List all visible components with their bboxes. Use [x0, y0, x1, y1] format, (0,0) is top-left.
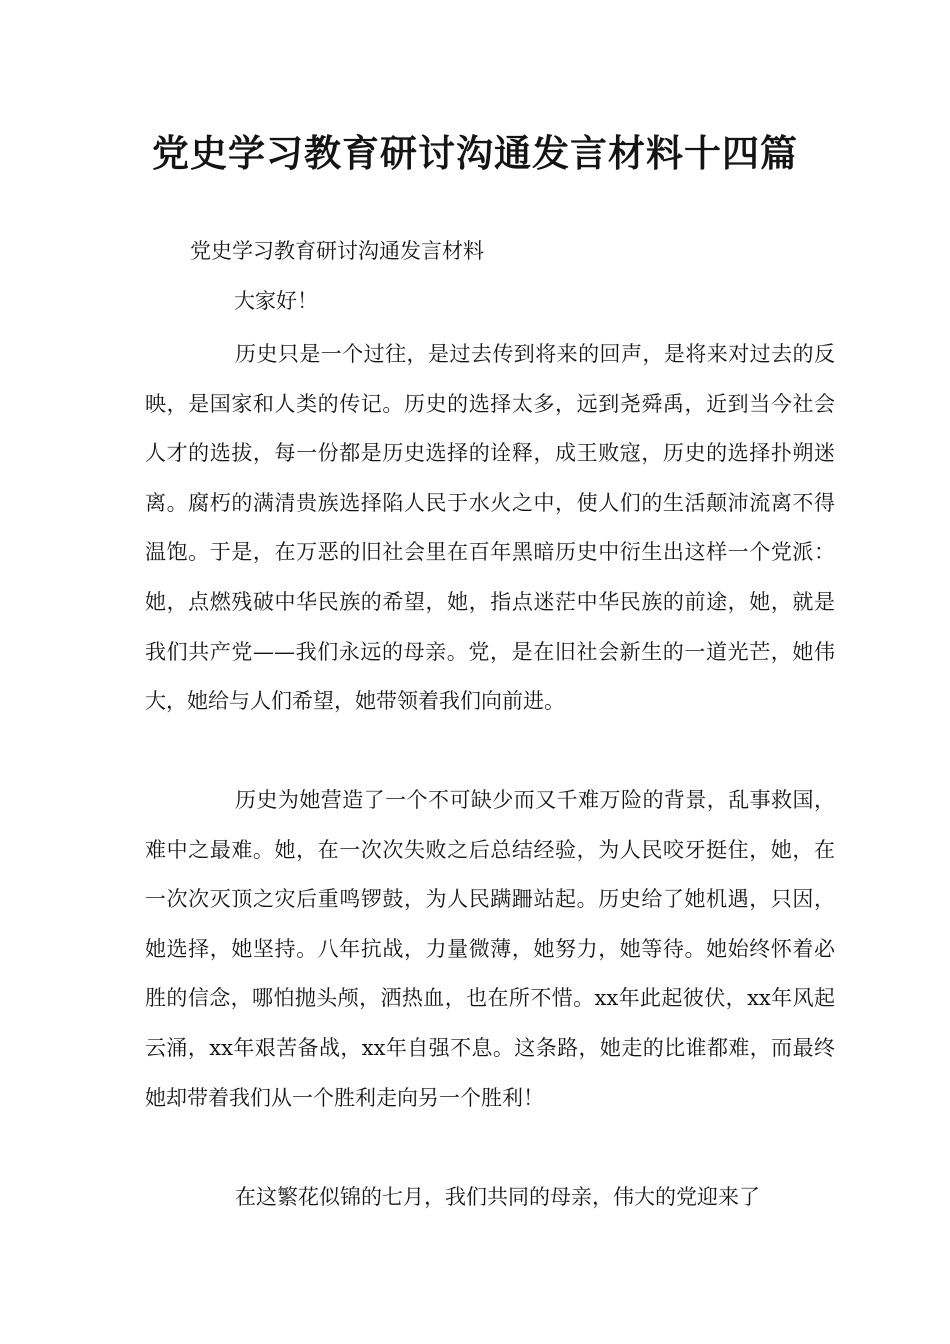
- paragraph-3: 在这繁花似锦的七月，我们共同的母亲，伟大的党迎来了: [235, 1185, 760, 1209]
- greeting-line: 大家好！: [234, 289, 318, 313]
- paragraph-2: 历史为她营造了一个不可缺少而又千难万险的背景，乱事救国，难中之最难。她，在一次次失败之后总结经验，为人民咬牙挺住，她，在一次次灭顶之灾后重鸣锣鼓，为人民蹒跚站起。历史给了她机遇，只因，她选择，她坚持。八年抗战，力量微薄，她努力，她等待。她始终怀着必胜的信念，哪怕抛头颅，洒热血，也在所不惜。xx年此起彼伏，xx年风起云涌，xx年艰苦备战，xx年自强不息。这条路，她走的比谁都难，而最终她却带着我们从一个胜利走向另一个胜利！: [145, 788, 835, 1110]
- document-title: 党史学习教育研讨沟通发言材料十四篇: [152, 132, 798, 175]
- document-subtitle: 党史学习教育研讨沟通发言材料: [190, 239, 484, 263]
- paragraph-1: 历史只是一个过往，是过去传到将来的回声，是将来对过去的反映，是国家和人类的传记。历史的选择太多，远到尧舜禹，近到当今社会人才的选拔，每一份都是历史选择的诠释，成王败寇，历史的选择扑朔迷离。腐朽的满清贵族选择陷人民于水火之中，使人们的生活颠沛流离不得温饱。于是，在万恶的旧社会里在百年黑暗历史中衍生出这样一个党派：她，点燃残破中华民族的希望，她，指点迷茫中华民族的前途，她，就是我们共产党——我们永远的母亲。党，是在旧社会新生的一道光芒，她伟大，她给与人们希望，她带领着我们向前进。: [145, 342, 835, 714]
